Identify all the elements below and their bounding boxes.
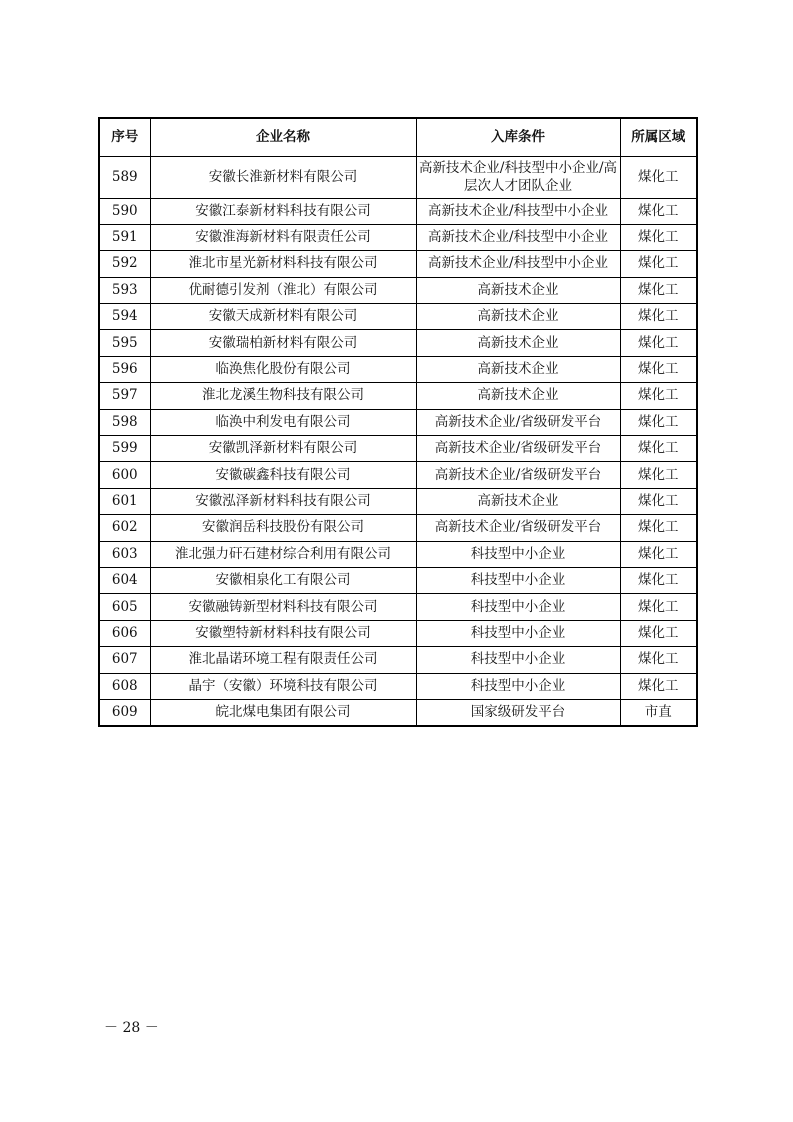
page-number: － 28 － [104, 1020, 159, 1036]
table-row [99, 515, 697, 541]
cell-serial-number: 606 [99, 620, 150, 646]
cell-company-name: 安徽润岳科技股份有限公司 [150, 515, 416, 541]
header-admission-condition: 入库条件 [416, 118, 620, 156]
header-row [99, 118, 697, 156]
table-row [99, 356, 697, 382]
cell-company-name: 安徽相泉化工有限公司 [150, 567, 416, 593]
cell-serial-number: 605 [99, 594, 150, 620]
cell-admission-condition: 科技型中小企业 [416, 567, 620, 593]
table-row [99, 699, 697, 725]
cell-company-name: 安徽凯泽新材料有限公司 [150, 436, 416, 462]
cell-company-name: 皖北煤电集团有限公司 [150, 699, 416, 725]
cell-company-name: 安徽江泰新材料科技有限公司 [150, 198, 416, 224]
cell-serial-number: 589 [99, 156, 150, 198]
cell-company-name: 安徽泓泽新材料科技有限公司 [150, 488, 416, 514]
table-row [99, 541, 697, 567]
cell-region: 煤化工 [620, 156, 697, 198]
cell-admission-condition: 国家级研发平台 [416, 699, 620, 725]
cell-admission-condition: 高新技术企业/省级研发平台 [416, 436, 620, 462]
cell-serial-number: 599 [99, 436, 150, 462]
cell-serial-number: 594 [99, 304, 150, 330]
cell-serial-number: 609 [99, 699, 150, 725]
table-row [99, 409, 697, 435]
cell-region: 煤化工 [620, 515, 697, 541]
cell-company-name: 淮北市星光新材料科技有限公司 [150, 251, 416, 277]
cell-region: 煤化工 [620, 567, 697, 593]
cell-admission-condition: 科技型中小企业 [416, 620, 620, 646]
table-row [99, 156, 697, 198]
header-region: 所属区域 [620, 118, 697, 156]
cell-admission-condition: 高新技术企业 [416, 488, 620, 514]
table-row [99, 436, 697, 462]
cell-company-name: 淮北强力矸石建材综合利用有限公司 [150, 541, 416, 567]
table-row [99, 304, 697, 330]
cell-region: 煤化工 [620, 198, 697, 224]
cell-region: 煤化工 [620, 488, 697, 514]
cell-region: 煤化工 [620, 224, 697, 250]
cell-serial-number: 591 [99, 224, 150, 250]
cell-admission-condition: 高新技术企业/科技型中小企业 [416, 198, 620, 224]
cell-region: 煤化工 [620, 277, 697, 303]
cell-company-name: 晶宇（安徽）环境科技有限公司 [150, 673, 416, 699]
cell-serial-number: 608 [99, 673, 150, 699]
cell-region: 煤化工 [620, 647, 697, 673]
cell-region: 煤化工 [620, 462, 697, 488]
cell-serial-number: 597 [99, 383, 150, 409]
cell-admission-condition: 高新技术企业/省级研发平台 [416, 515, 620, 541]
cell-serial-number: 595 [99, 330, 150, 356]
cell-company-name: 优耐德引发剂（淮北）有限公司 [150, 277, 416, 303]
table-row [99, 224, 697, 250]
cell-region: 煤化工 [620, 436, 697, 462]
cell-admission-condition: 高新技术企业 [416, 330, 620, 356]
table-row [99, 620, 697, 646]
cell-serial-number: 607 [99, 647, 150, 673]
table-row [99, 673, 697, 699]
cell-company-name: 安徽长淮新材料有限公司 [150, 156, 416, 198]
cell-company-name: 淮北龙溪生物科技有限公司 [150, 383, 416, 409]
cell-serial-number: 593 [99, 277, 150, 303]
table-header [99, 118, 697, 156]
cell-admission-condition: 高新技术企业 [416, 356, 620, 382]
table-body [99, 156, 697, 726]
enterprise-table [98, 117, 698, 727]
cell-region: 煤化工 [620, 330, 697, 356]
cell-serial-number: 602 [99, 515, 150, 541]
cell-company-name: 安徽融铸新型材料科技有限公司 [150, 594, 416, 620]
cell-company-name: 安徽淮海新材料有限责任公司 [150, 224, 416, 250]
table-row [99, 462, 697, 488]
table-row [99, 383, 697, 409]
cell-region: 煤化工 [620, 251, 697, 277]
cell-serial-number: 603 [99, 541, 150, 567]
cell-serial-number: 596 [99, 356, 150, 382]
cell-region: 煤化工 [620, 356, 697, 382]
cell-company-name: 临涣焦化股份有限公司 [150, 356, 416, 382]
cell-serial-number: 598 [99, 409, 150, 435]
table-row [99, 277, 697, 303]
cell-admission-condition: 科技型中小企业 [416, 541, 620, 567]
cell-company-name: 安徽瑞柏新材料有限公司 [150, 330, 416, 356]
table-row [99, 594, 697, 620]
cell-company-name: 临涣中利发电有限公司 [150, 409, 416, 435]
cell-admission-condition: 高新技术企业 [416, 304, 620, 330]
cell-company-name: 安徽天成新材料有限公司 [150, 304, 416, 330]
table-row [99, 251, 697, 277]
cell-company-name: 安徽塑特新材料科技有限公司 [150, 620, 416, 646]
cell-admission-condition: 高新技术企业/科技型中小企业/高层次人才团队企业 [416, 156, 620, 198]
cell-admission-condition: 科技型中小企业 [416, 647, 620, 673]
cell-admission-condition: 高新技术企业 [416, 383, 620, 409]
cell-admission-condition: 高新技术企业 [416, 277, 620, 303]
cell-serial-number: 601 [99, 488, 150, 514]
header-company-name: 企业名称 [150, 118, 416, 156]
table-row [99, 488, 697, 514]
cell-region: 煤化工 [620, 304, 697, 330]
cell-region: 市直 [620, 699, 697, 725]
cell-region: 煤化工 [620, 594, 697, 620]
cell-serial-number: 604 [99, 567, 150, 593]
cell-region: 煤化工 [620, 673, 697, 699]
table-row [99, 567, 697, 593]
cell-admission-condition: 高新技术企业/省级研发平台 [416, 409, 620, 435]
cell-admission-condition: 高新技术企业/科技型中小企业 [416, 224, 620, 250]
cell-admission-condition: 科技型中小企业 [416, 594, 620, 620]
cell-company-name: 淮北晶诺环境工程有限责任公司 [150, 647, 416, 673]
cell-region: 煤化工 [620, 541, 697, 567]
cell-region: 煤化工 [620, 409, 697, 435]
cell-region: 煤化工 [620, 383, 697, 409]
cell-admission-condition: 科技型中小企业 [416, 673, 620, 699]
table-row [99, 647, 697, 673]
table-row [99, 198, 697, 224]
header-serial-number: 序号 [99, 118, 150, 156]
cell-admission-condition: 高新技术企业/科技型中小企业 [416, 251, 620, 277]
cell-serial-number: 590 [99, 198, 150, 224]
cell-serial-number: 600 [99, 462, 150, 488]
cell-region: 煤化工 [620, 620, 697, 646]
cell-serial-number: 592 [99, 251, 150, 277]
cell-admission-condition: 高新技术企业/省级研发平台 [416, 462, 620, 488]
table-row [99, 330, 697, 356]
cell-company-name: 安徽碳鑫科技有限公司 [150, 462, 416, 488]
